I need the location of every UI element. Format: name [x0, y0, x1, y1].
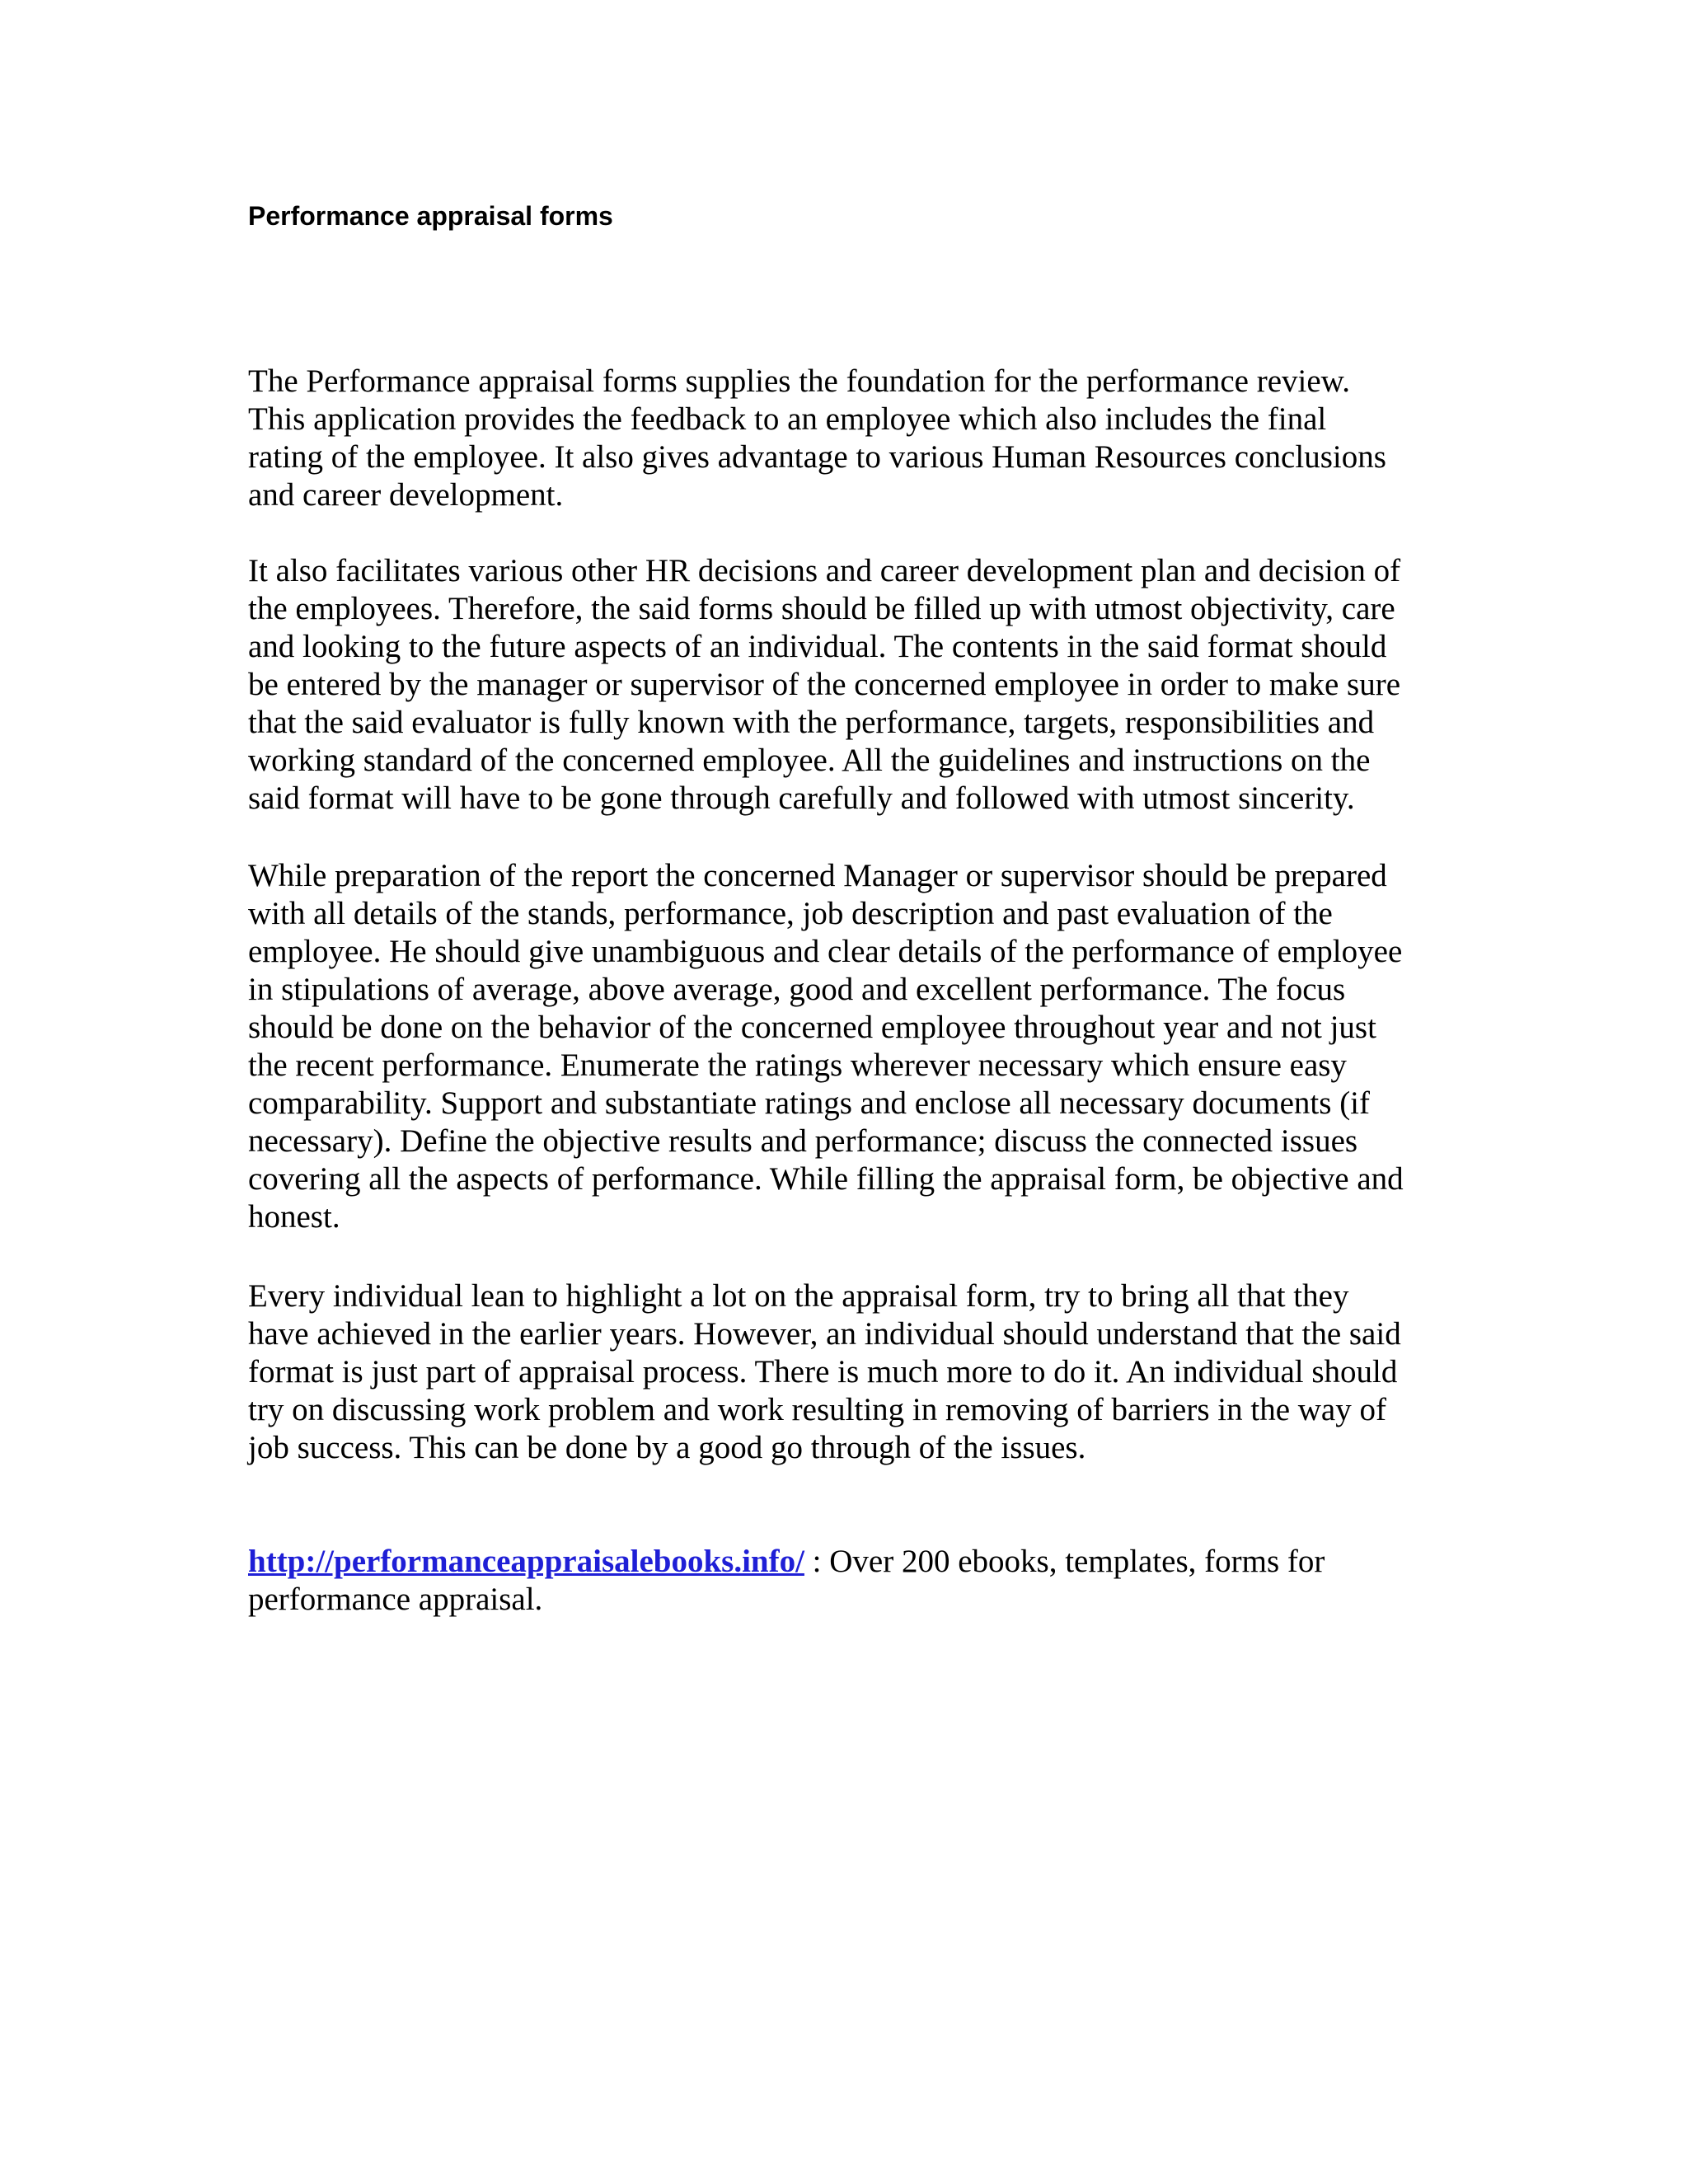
- footer-line-1: [248, 1543, 1451, 1581]
- paragraph-line: the employees. Therefore, the said forms should be filled up with utmost objectivity, care: [248, 591, 1395, 626]
- paragraph-line: Every individual lean to highlight a lot on the appraisal form, try to bring all that they: [248, 1278, 1349, 1314]
- paragraph-line: This application provides the feedback to an employee which also includes the final: [248, 401, 1327, 437]
- paragraph-line: The Performance appraisal forms supplies the foundation for the performance review.: [248, 363, 1351, 399]
- paragraph-line: job success. This can be done by a good go through of the issues.: [248, 1430, 1086, 1465]
- paragraph-1: [248, 363, 1451, 514]
- paragraph-line: have achieved in the earlier years. However, an individual should understand that the said: [248, 1316, 1401, 1352]
- paragraph-3: [248, 857, 1451, 1236]
- footer-link-description: : Over 200 ebooks, templates, forms for: [804, 1544, 1325, 1579]
- paragraph-line: said format will have to be gone through carefully and followed with utmost sincerity.: [248, 780, 1355, 816]
- paragraph-line: be entered by the manager or supervisor of the concerned employee in order to make sure: [248, 667, 1401, 702]
- paragraph-line: the recent performance. Enumerate the ratings wherever necessary which ensure easy: [248, 1047, 1347, 1083]
- paragraph-line: employee. He should give unambiguous and clear details of the performance of employee: [248, 934, 1403, 969]
- paragraph-line: format is just part of appraisal process. There is much more to do it. An individual should: [248, 1354, 1398, 1390]
- paragraph-line: covering all the aspects of performance. While filling the appraisal form, be objective and: [248, 1161, 1404, 1197]
- paragraph-line: that the said evaluator is fully known with the performance, targets, responsibilities and: [248, 705, 1375, 740]
- document-title: Performance appraisal forms: [248, 201, 613, 231]
- paragraph-2: [248, 552, 1451, 818]
- footer-line-2: performance appraisal.: [248, 1582, 543, 1617]
- ebooks-link[interactable]: http://performanceappraisalebooks.info/: [248, 1544, 804, 1579]
- paragraph-line: and career development.: [248, 477, 564, 513]
- footer-note: [248, 1543, 1451, 1619]
- paragraph-line: It also facilitates various other HR decisions and career development plan and decision of: [248, 553, 1401, 588]
- paragraph-line: working standard of the concerned employee. All the guidelines and instructions on the: [248, 743, 1371, 778]
- paragraph-line: try on discussing work problem and work resulting in removing of barriers in the way of: [248, 1392, 1386, 1427]
- paragraph-line: should be done on the behavior of the concerned employee throughout year and not just: [248, 1010, 1376, 1045]
- paragraph-line: comparability. Support and substantiate ratings and enclose all necessary documents (if: [248, 1085, 1371, 1121]
- paragraph-line: with all details of the stands, performance, job description and past evaluation of the: [248, 896, 1333, 931]
- paragraph-line: While preparation of the report the concerned Manager or supervisor should be prepared: [248, 858, 1387, 893]
- paragraph-line: honest.: [248, 1199, 340, 1235]
- paragraph-line: and looking to the future aspects of an individual. The contents in the said format should: [248, 629, 1387, 664]
- paragraph-line: necessary). Define the objective results and performance; discuss the connected issues: [248, 1123, 1358, 1159]
- paragraph-line: rating of the employee. It also gives advantage to various Human Resources conclusions: [248, 439, 1386, 475]
- paragraph-line: in stipulations of average, above average, good and excellent performance. The focus: [248, 972, 1346, 1007]
- paragraph-4: [248, 1277, 1451, 1467]
